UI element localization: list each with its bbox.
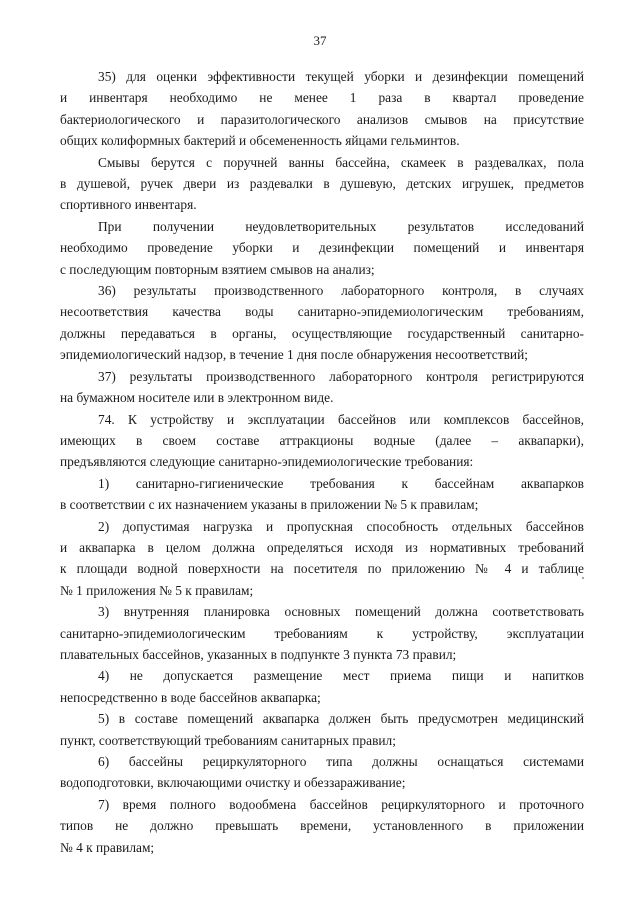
text-line: предъявляются следующие санитарно-эпидемиологические требования:: [60, 454, 474, 470]
text-line: с последующим повторным взятием смывов на анализ;: [60, 261, 375, 277]
text-line: 35) для оценки эффективности текущей уборки и дезинфекции помещений: [98, 69, 584, 84]
paragraph-74-3: [60, 601, 584, 665]
text-line: к площади водной поверхности на посетителя по приложению № 4 и таблице: [60, 561, 584, 577]
paragraph-74-2: [60, 516, 584, 602]
text-line: эпидемиологический надзор, в течение 1 дня после обнаружения несоответствий;: [60, 347, 528, 363]
text-line: должны передаваться в органы, осуществляющие государственный санитарно-: [60, 325, 584, 341]
text-line: типов не должно превышать времени, установленного в приложении: [60, 818, 584, 834]
text-line: 2) допустимая нагрузка и пропускная способность отдельных бассейнов: [98, 518, 584, 534]
text-line: санитарно-эпидемиологическим требованиям к устройству, эксплуатации: [60, 625, 584, 641]
text-line: имеющих в своем составе аттракционы водные (далее – аквапарки),: [60, 432, 584, 448]
text-line: 5) в составе помещений аквапарка должен быть предусмотрен медицинский: [98, 711, 584, 727]
text-line: общих колиформных бактерий и обсемененность яйцами гельминтов.: [60, 133, 460, 149]
text-line: необходимо проведение уборки и дезинфекции помещений и инвентаря: [60, 240, 584, 256]
text-line: Смывы берутся с поручней ванны бассейна, скамеек в раздевалках, пола: [98, 154, 584, 170]
text-line: 3) внутренняя планировка основных помещений должна соответствовать: [98, 604, 584, 620]
text-line: № 4 к правилам;: [60, 839, 155, 855]
text-line: 1) санитарно-гигиенические требования к бассейнам аквапарков: [98, 475, 584, 491]
paragraph-74-7: [60, 794, 584, 858]
text-line: 4) не допускается размещение мест приема пищи и напитков: [98, 668, 584, 684]
paragraph-37: [60, 366, 584, 409]
text-line: 6) бассейны рециркуляторного типа должны оснащаться системами: [98, 754, 584, 769]
paragraph-36: [60, 280, 584, 366]
document-body: [60, 66, 584, 858]
paragraph-35: [60, 66, 584, 152]
paragraph-74: [60, 409, 584, 473]
paragraph-unsatisfactory: [60, 216, 584, 280]
paragraph-74-6: [60, 751, 584, 794]
text-line: 74. К устройству и эксплуатации бассейнов или комплексов бассейнов,: [98, 411, 584, 427]
paragraph-74-5: [60, 708, 584, 751]
text-line: в соответствии с их назначением указаны в приложении № 5 к правилам;: [60, 497, 479, 513]
text-line: спортивного инвентаря.: [60, 197, 197, 213]
text-line: непосредственно в воде бассейнов аквапарка;: [60, 689, 321, 705]
text-line: плавательных бассейнов, указанных в подпункте 3 пункта 73 правил;: [60, 646, 457, 662]
scan-speck: [582, 577, 584, 579]
text-line: бактериологического и паразитологического анализов смывов на присутствие: [60, 111, 584, 127]
text-line: на бумажном носителе или в электронном виде.: [60, 390, 334, 406]
text-line: № 1 приложения № 5 к правилам;: [60, 582, 254, 598]
text-line: 7) время полного водообмена бассейнов рециркуляторного и проточного: [98, 796, 584, 812]
page-number: 37: [313, 33, 327, 48]
text-line: водоподготовки, включающими очистку и обеззараживание;: [60, 775, 406, 791]
text-line: При получении неудовлетворительных результатов исследований: [98, 218, 584, 234]
text-line: и инвентаря необходимо не менее 1 раза в квартал проведение: [60, 90, 584, 106]
text-line: в душевой, ручек двери из раздевалки в душевую, детских игрушек, предметов: [60, 176, 584, 192]
paragraph-74-4: [60, 665, 584, 708]
text-line: пункт, соответствующий требованиям санитарных правил;: [60, 732, 396, 748]
paragraph-swabs: [60, 152, 584, 216]
text-line: несоответствия качества воды санитарно-эпидемиологическим требованиям,: [60, 304, 584, 320]
text-line: 36) результаты производственного лабораторного контроля, в случаях: [98, 283, 584, 299]
text-line: 37) результаты производственного лабораторного контроля регистрируются: [98, 368, 584, 384]
text-line: и аквапарка в целом должна определяться исходя из нормативных требований: [60, 539, 584, 555]
paragraph-74-1: [60, 473, 584, 516]
